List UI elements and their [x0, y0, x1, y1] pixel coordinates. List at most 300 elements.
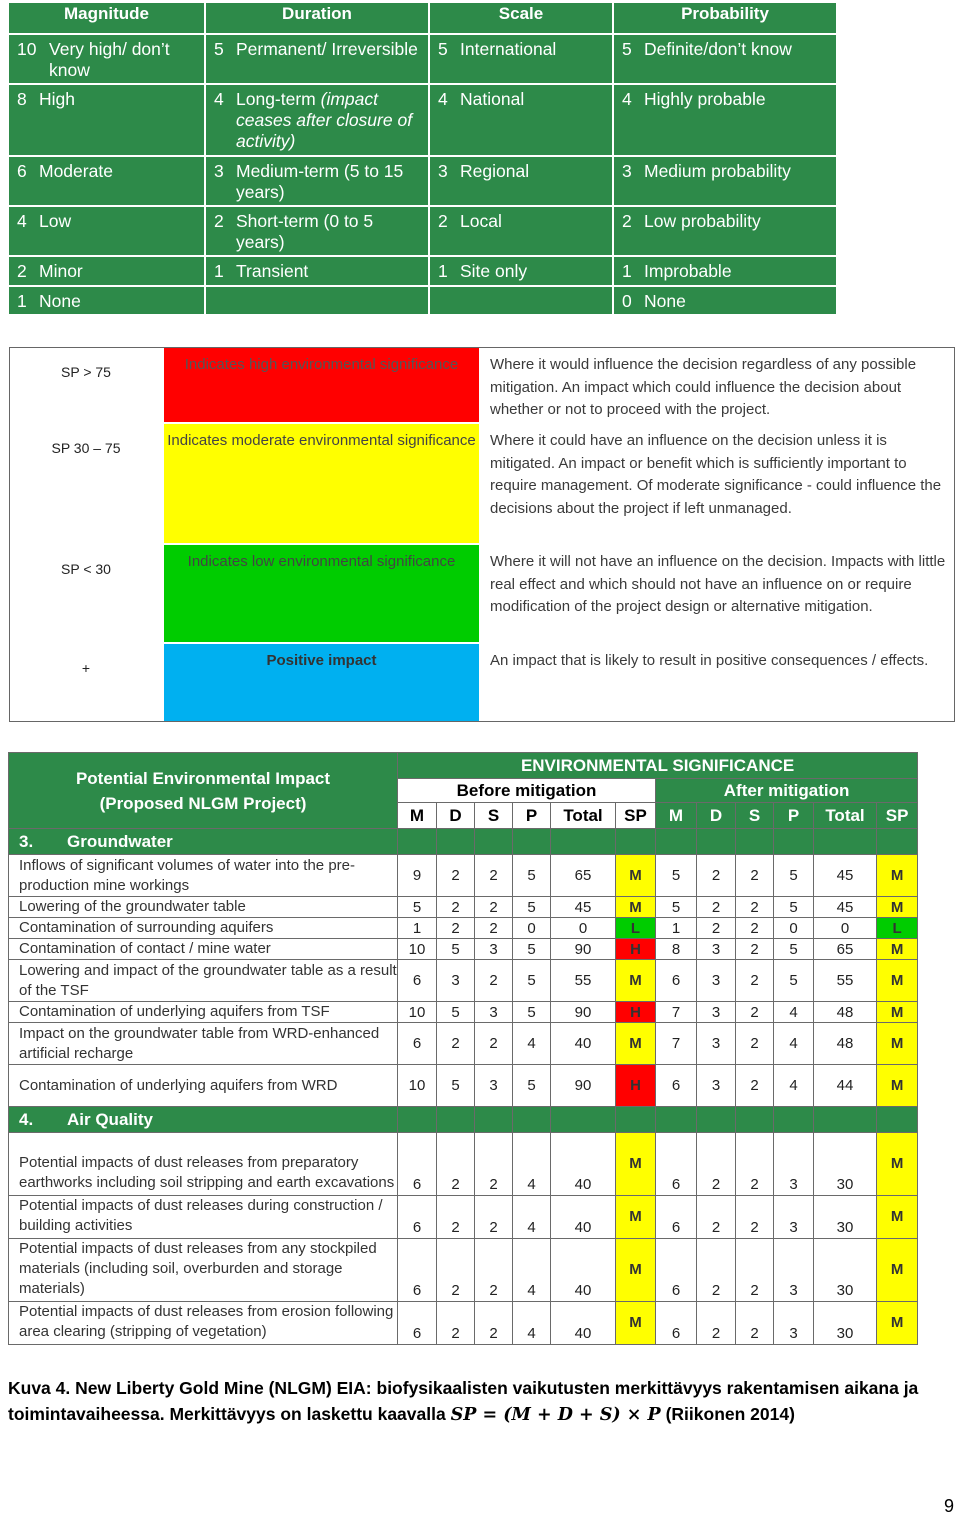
- score-before: 2: [475, 1302, 513, 1345]
- after-mitigation-header: After mitigation: [656, 779, 918, 803]
- scales-cell: [613, 156, 837, 206]
- score-before: 90: [551, 1002, 616, 1023]
- scale-entry: [17, 39, 196, 81]
- score-after: 2: [736, 1002, 774, 1023]
- score-after: 30: [814, 1133, 877, 1196]
- nlgm-body: [9, 829, 918, 1345]
- score-before: 40: [551, 1239, 616, 1302]
- legend-row: [10, 424, 956, 543]
- scales-cell: [8, 206, 205, 256]
- sp-rating-before: M: [616, 1133, 656, 1196]
- scale-score: 1: [17, 291, 27, 311]
- impact-row: [9, 1302, 918, 1345]
- score-after: 3: [774, 1133, 814, 1196]
- scale-label: National: [460, 89, 525, 109]
- sp-rating-after: M: [877, 1196, 918, 1239]
- scales-cell: [205, 156, 429, 206]
- score-before: 0: [551, 918, 616, 939]
- column-header-before: SP: [616, 803, 656, 829]
- sp-rating-after: M: [877, 1065, 918, 1107]
- scales-cell: [8, 84, 205, 156]
- nlgm-significance-table: [8, 752, 918, 1345]
- sp-rating-after: M: [877, 960, 918, 1002]
- significance-description: Where it could have an influence on the decision unless it is mitigated. An impact or benefit which is sufficiently important to require management. Of moderate significance - could influence the decisions about the project if left unmanaged.: [490, 432, 942, 517]
- section-filler: [697, 1107, 736, 1133]
- scale-score: 3: [214, 161, 224, 181]
- legend-row: [10, 545, 956, 642]
- score-after: 0: [774, 918, 814, 939]
- section-filler: [475, 1107, 513, 1133]
- section-filler: [877, 1107, 918, 1133]
- scale-label: Minor: [39, 261, 83, 281]
- score-after: 5: [774, 855, 814, 897]
- sp-rating-before: M: [616, 1196, 656, 1239]
- scale-score: 10: [17, 39, 37, 59]
- rating-scales-table: [7, 1, 838, 316]
- sp-range: SP 30 – 75: [51, 440, 121, 456]
- score-before: 6: [398, 1196, 437, 1239]
- score-before: 9: [398, 855, 437, 897]
- header-magnitude: Magnitude: [8, 2, 205, 34]
- score-after: 2: [736, 939, 774, 960]
- scale-label: Regional: [460, 161, 530, 181]
- caption-text: Kuva 4. New Liberty Gold Mine (NLGM) EIA: biofysikaalisten vaikutusten merkittävyys rakentamisen aikana ja toimintavaiheessa. Merkittävyys on laskettu kaavalla: [8, 1378, 919, 1424]
- column-header-before: Total: [551, 803, 616, 829]
- score-after: 5: [774, 897, 814, 918]
- impact-row: [9, 939, 918, 960]
- score-before: 6: [398, 1133, 437, 1196]
- score-before: 0: [513, 918, 551, 939]
- impact-row: [9, 1023, 918, 1065]
- scales-cell: [613, 84, 837, 156]
- sp-rating-before: M: [616, 855, 656, 897]
- caption-formula: SP = (M + D + S) × P: [450, 1405, 661, 1425]
- scale-entry: [438, 161, 604, 182]
- score-after: 2: [697, 1196, 736, 1239]
- sp-rating-after: M: [877, 855, 918, 897]
- scales-cell: [429, 84, 613, 156]
- sp-rating-before: M: [616, 1023, 656, 1065]
- score-after: 5: [774, 960, 814, 1002]
- score-before: 10: [398, 939, 437, 960]
- scale-entry: [438, 211, 604, 232]
- scale-score: 3: [622, 161, 632, 181]
- section-filler: [774, 829, 814, 855]
- sp-rating-before: H: [616, 1065, 656, 1107]
- scale-label: None: [644, 291, 686, 311]
- scale-label: Highly probable: [644, 89, 766, 109]
- score-before: 5: [513, 1065, 551, 1107]
- scale-entry: [622, 211, 828, 232]
- section-name: Air Quality: [67, 1109, 153, 1129]
- score-after: 5: [656, 897, 697, 918]
- impact-row: [9, 1196, 918, 1239]
- environmental-significance-header: ENVIRONMENTAL SIGNIFICANCE: [398, 753, 918, 779]
- score-before: 2: [437, 1196, 475, 1239]
- sp-range: SP > 75: [61, 364, 111, 380]
- scale-score: 5: [622, 39, 632, 59]
- significance-swatch: Positive impact: [164, 644, 479, 721]
- scale-entry: [214, 89, 420, 152]
- sp-rating-after: M: [877, 1023, 918, 1065]
- sp-rating-after: M: [877, 1133, 918, 1196]
- scales-cell: [429, 256, 613, 286]
- sp-rating-before: M: [616, 897, 656, 918]
- score-before: 45: [551, 897, 616, 918]
- impact-row: [9, 1239, 918, 1302]
- scales-cell: [429, 156, 613, 206]
- score-after: 3: [697, 1023, 736, 1065]
- score-after: 3: [697, 939, 736, 960]
- scale-score: 0: [622, 291, 632, 311]
- column-header-after: M: [656, 803, 697, 829]
- scale-score: 2: [17, 261, 27, 281]
- score-after: 4: [774, 1023, 814, 1065]
- score-after: 5: [774, 939, 814, 960]
- scale-entry: [438, 39, 604, 60]
- scales-body: [8, 34, 837, 315]
- score-after: 45: [814, 855, 877, 897]
- impact-row: [9, 1065, 918, 1107]
- score-before: 3: [475, 939, 513, 960]
- column-header-before: S: [475, 803, 513, 829]
- score-after: 7: [656, 1002, 697, 1023]
- scale-entry: [622, 89, 828, 110]
- scales-row: [8, 286, 837, 315]
- score-before: 3: [475, 1002, 513, 1023]
- scales-cell: [205, 286, 429, 315]
- section-filler: [475, 829, 513, 855]
- score-before: 2: [475, 1023, 513, 1065]
- sp-range: +: [81, 660, 91, 676]
- section-heading: [9, 829, 398, 855]
- section-name: Groundwater: [67, 831, 173, 851]
- header-duration: Duration: [205, 2, 429, 34]
- scale-label: Low probability: [644, 211, 761, 231]
- impact-title-text: Potential Environmental Impact (Proposed NLGM Project): [75, 768, 331, 813]
- section-filler: [398, 1107, 437, 1133]
- section-filler: [551, 1107, 616, 1133]
- duration-note: (impact ceases after closure of activity): [236, 89, 413, 151]
- score-before: 55: [551, 960, 616, 1002]
- score-after: 6: [656, 1239, 697, 1302]
- scale-label: High: [39, 89, 75, 109]
- scale-score: 5: [214, 39, 224, 59]
- score-before: 90: [551, 939, 616, 960]
- scales-cell: [205, 84, 429, 156]
- impact-description: Lowering of the groundwater table: [9, 897, 398, 918]
- scales-row: [8, 34, 837, 84]
- significance-swatch: Indicates moderate environmental significance: [164, 424, 479, 543]
- score-before: 1: [398, 918, 437, 939]
- scale-entry: [622, 291, 828, 312]
- sp-rating-before: H: [616, 939, 656, 960]
- section-filler: [814, 1107, 877, 1133]
- scale-label: Permanent/ Irreversible: [236, 39, 418, 59]
- score-before: 65: [551, 855, 616, 897]
- scale-label: Medium probability: [644, 161, 791, 181]
- score-after: 4: [774, 1065, 814, 1107]
- score-before: 4: [513, 1196, 551, 1239]
- sp-rating-before: M: [616, 1302, 656, 1345]
- score-after: 55: [814, 960, 877, 1002]
- scale-entry: [214, 211, 420, 253]
- sp-range: SP < 30: [61, 561, 111, 577]
- impact-description: Lowering and impact of the groundwater table as a result of the TSF: [9, 960, 398, 1002]
- impact-row: [9, 960, 918, 1002]
- impact-description: Contamination of underlying aquifers from WRD: [9, 1065, 398, 1107]
- scale-label: Definite/don’t know: [644, 39, 792, 59]
- section-filler: [437, 829, 475, 855]
- section-filler: [814, 829, 877, 855]
- score-after: 2: [736, 855, 774, 897]
- impact-description: Potential impacts of dust releases from erosion following area clearing (stripping of vegetation): [9, 1302, 398, 1345]
- scale-label: International: [460, 39, 557, 59]
- impact-description: Contamination of underlying aquifers from TSF: [9, 1002, 398, 1023]
- scales-row: [8, 206, 837, 256]
- score-after: 3: [697, 960, 736, 1002]
- score-before: 2: [475, 918, 513, 939]
- score-after: 44: [814, 1065, 877, 1107]
- score-after: 2: [736, 1065, 774, 1107]
- score-before: 6: [398, 1239, 437, 1302]
- scale-entry: [622, 39, 828, 60]
- scales-cell: [613, 286, 837, 315]
- score-after: 3: [774, 1239, 814, 1302]
- score-after: 2: [736, 1023, 774, 1065]
- scale-label: Low: [39, 211, 72, 231]
- section-filler: [398, 829, 437, 855]
- score-before: 5: [437, 1065, 475, 1107]
- score-before: 6: [398, 1023, 437, 1065]
- score-after: 3: [774, 1196, 814, 1239]
- score-before: 5: [513, 855, 551, 897]
- score-before: 5: [513, 960, 551, 1002]
- score-after: 2: [736, 960, 774, 1002]
- section-filler: [513, 829, 551, 855]
- score-before: 2: [437, 855, 475, 897]
- score-before: 5: [437, 1002, 475, 1023]
- scale-score: 2: [214, 211, 224, 231]
- score-before: 2: [475, 855, 513, 897]
- scales-cell: [205, 206, 429, 256]
- impact-description: Potential impacts of dust releases from any stockpiled materials (including soil, overburden and storage materials): [9, 1239, 398, 1302]
- scale-score: 2: [622, 211, 632, 231]
- impact-description: Impact on the groundwater table from WRD-enhanced artificial recharge: [9, 1023, 398, 1065]
- sp-rating-after: M: [877, 897, 918, 918]
- scale-score: 4: [438, 89, 448, 109]
- column-header-after: P: [774, 803, 814, 829]
- scale-label: Long-term (impact ceases after closure of activity): [236, 89, 413, 151]
- scales-cell: [429, 206, 613, 256]
- sp-rating-after: L: [877, 918, 918, 939]
- scale-score: 1: [622, 261, 632, 281]
- impact-column-title: [9, 753, 398, 829]
- scale-label: Short-term (0 to 5 years): [236, 211, 374, 252]
- significance-swatch: Indicates high environmental significance: [164, 348, 479, 422]
- score-after: 30: [814, 1196, 877, 1239]
- score-before: 10: [398, 1065, 437, 1107]
- score-before: 40: [551, 1133, 616, 1196]
- score-after: 3: [774, 1302, 814, 1345]
- score-before: 2: [475, 960, 513, 1002]
- score-after: 0: [814, 918, 877, 939]
- section-heading: [9, 1107, 398, 1133]
- scale-score: 8: [17, 89, 27, 109]
- scale-label: Moderate: [39, 161, 113, 181]
- scale-label: Improbable: [644, 261, 732, 281]
- score-after: 2: [736, 918, 774, 939]
- impact-row: [9, 1002, 918, 1023]
- score-before: 2: [437, 1239, 475, 1302]
- section-filler: [551, 829, 616, 855]
- score-before: 4: [513, 1023, 551, 1065]
- score-after: 2: [736, 897, 774, 918]
- score-before: 2: [475, 1133, 513, 1196]
- significance-legend: [9, 347, 955, 722]
- section-number: 3.: [19, 831, 34, 851]
- score-before: 4: [513, 1302, 551, 1345]
- column-header-before: D: [437, 803, 475, 829]
- scales-cell: [429, 34, 613, 84]
- scales-row: [8, 256, 837, 286]
- scale-entry: [17, 89, 196, 110]
- score-before: 40: [551, 1023, 616, 1065]
- scale-score: 1: [438, 261, 448, 281]
- impact-description: Potential impacts of dust releases from preparatory earthworks including soil stripping and earth excavations: [9, 1133, 398, 1196]
- column-header-after: Total: [814, 803, 877, 829]
- scale-score: 4: [214, 89, 224, 109]
- scale-entry: [17, 261, 196, 282]
- section-row: [9, 1107, 918, 1133]
- score-after: 3: [697, 1065, 736, 1107]
- scales-row: [8, 84, 837, 156]
- score-after: 6: [656, 1133, 697, 1196]
- score-after: 3: [697, 1002, 736, 1023]
- impact-description: Contamination of contact / mine water: [9, 939, 398, 960]
- scale-entry: [214, 161, 420, 203]
- scale-score: 3: [438, 161, 448, 181]
- impact-row: [9, 1133, 918, 1196]
- caption-source: (Riikonen 2014): [665, 1404, 795, 1424]
- score-after: 30: [814, 1239, 877, 1302]
- score-after: 2: [697, 1133, 736, 1196]
- scale-score: 4: [17, 211, 27, 231]
- scale-label: Site only: [460, 261, 528, 281]
- significance-swatch: Indicates low environmental significance: [164, 545, 479, 642]
- scale-entry: [214, 261, 420, 282]
- score-before: 2: [437, 1302, 475, 1345]
- section-filler: [774, 1107, 814, 1133]
- scale-label: Transient: [236, 261, 309, 281]
- sp-rating-before: L: [616, 918, 656, 939]
- section-filler: [437, 1107, 475, 1133]
- scales-cell: [8, 286, 205, 315]
- section-filler: [656, 829, 697, 855]
- impact-row: [9, 897, 918, 918]
- scale-label: Medium-term (5 to 15 years): [236, 161, 404, 202]
- column-header-before: P: [513, 803, 551, 829]
- scales-cell: [8, 34, 205, 84]
- impact-row: [9, 918, 918, 939]
- score-after: 2: [736, 1196, 774, 1239]
- figure-caption: [8, 1375, 958, 1428]
- column-header-before: M: [398, 803, 437, 829]
- section-number: 4.: [19, 1109, 34, 1129]
- score-after: 2: [697, 1302, 736, 1345]
- before-mitigation-header: Before mitigation: [398, 779, 656, 803]
- score-before: 2: [437, 897, 475, 918]
- score-before: 2: [437, 918, 475, 939]
- scale-label: Local: [460, 211, 502, 231]
- score-before: 90: [551, 1065, 616, 1107]
- scale-label: None: [39, 291, 81, 311]
- sp-rating-after: M: [877, 1239, 918, 1302]
- score-before: 10: [398, 1002, 437, 1023]
- legend-row: [10, 644, 956, 721]
- score-before: 2: [437, 1133, 475, 1196]
- page-number: 9: [943, 1496, 954, 1516]
- score-before: 2: [437, 1023, 475, 1065]
- scales-cell: [205, 34, 429, 84]
- scale-entry: [438, 261, 604, 282]
- scales-row: [8, 156, 837, 206]
- impact-row: [9, 855, 918, 897]
- scale-entry: [17, 211, 196, 232]
- score-before: 2: [475, 1196, 513, 1239]
- scales-cell: [613, 256, 837, 286]
- significance-description: Where it will not have an influence on the decision. Impacts with little real effect and which should not have an influence on or require modification of the project design or alternative mitigation.: [490, 553, 946, 615]
- scale-score: 6: [17, 161, 27, 181]
- score-after: 48: [814, 1002, 877, 1023]
- scales-cell: [613, 206, 837, 256]
- sp-rating-after: M: [877, 1302, 918, 1345]
- significance-description: Where it would influence the decision regardless of any possible mitigation. An impact which could influence the decision about whether or not to proceed with the project.: [490, 356, 917, 418]
- scales-cell: [8, 156, 205, 206]
- section-filler: [656, 1107, 697, 1133]
- section-filler: [616, 1107, 656, 1133]
- sp-rating-after: M: [877, 1002, 918, 1023]
- score-after: 2: [697, 1239, 736, 1302]
- scale-entry: [17, 291, 196, 312]
- scale-entry: [622, 261, 828, 282]
- scale-score: 1: [214, 261, 224, 281]
- scale-entry: [214, 39, 420, 60]
- score-after: 2: [736, 1133, 774, 1196]
- scale-entry: [622, 161, 828, 182]
- sp-rating-after: M: [877, 939, 918, 960]
- scale-score: 4: [622, 89, 632, 109]
- score-before: 5: [437, 939, 475, 960]
- scales-cell: [205, 256, 429, 286]
- scale-entry: [438, 89, 604, 110]
- legend-row: [10, 348, 956, 422]
- column-header-after: S: [736, 803, 774, 829]
- section-filler: [513, 1107, 551, 1133]
- score-after: 2: [697, 897, 736, 918]
- scale-entry: [17, 161, 196, 182]
- score-after: 2: [736, 1302, 774, 1345]
- score-before: 3: [437, 960, 475, 1002]
- sp-rating-before: M: [616, 1239, 656, 1302]
- score-after: 30: [814, 1302, 877, 1345]
- section-filler: [616, 829, 656, 855]
- scale-score: 5: [438, 39, 448, 59]
- score-after: 6: [656, 1302, 697, 1345]
- score-before: 40: [551, 1196, 616, 1239]
- score-before: 40: [551, 1302, 616, 1345]
- sp-rating-before: H: [616, 1002, 656, 1023]
